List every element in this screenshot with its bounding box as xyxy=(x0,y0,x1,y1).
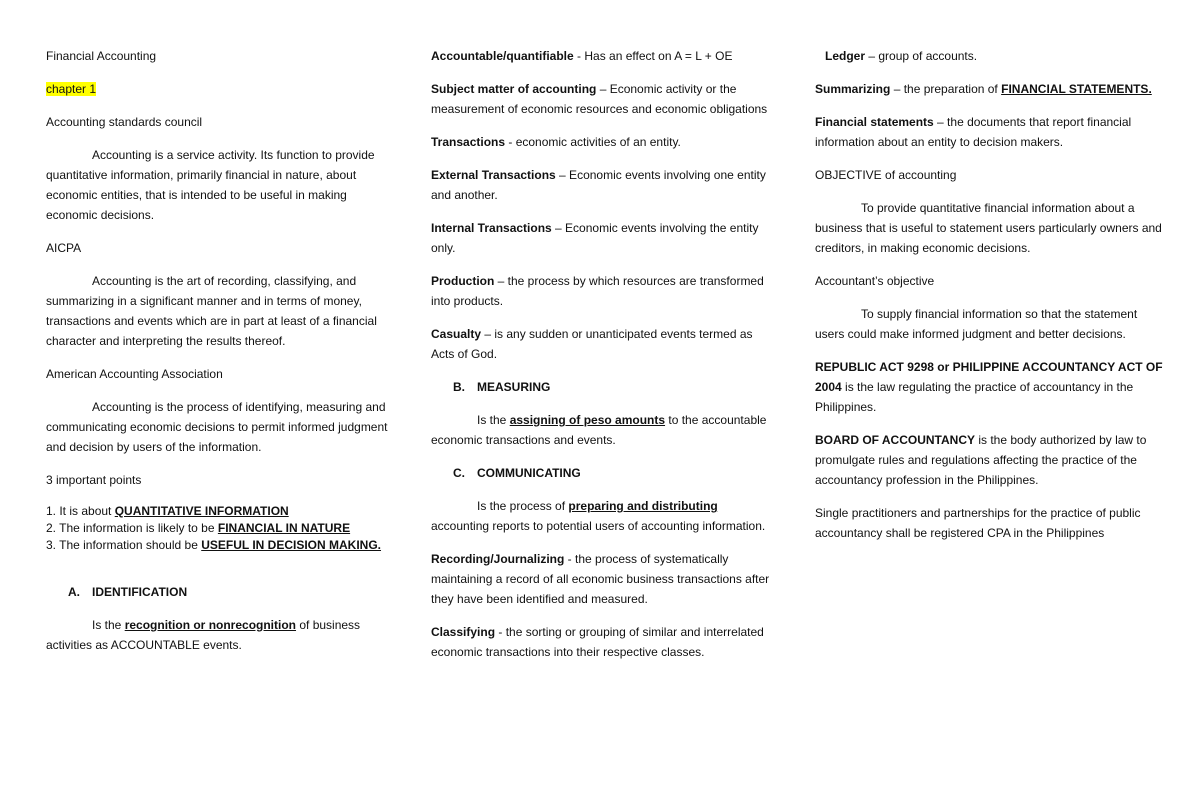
section-a-title: IDENTIFICATION xyxy=(92,585,188,599)
classifying-entry xyxy=(431,622,776,662)
objective-heading: OBJECTIVE of accounting xyxy=(815,168,957,182)
aicpa-definition: Accounting is the art of recording, classifying, and summarizing in a significant manner and in terms of money, transactions and events which are in part at least of a financial character and interpreting the results thereof. xyxy=(46,274,377,348)
ledger-definition: – group of accounts. xyxy=(865,49,978,63)
board-of-accountancy-entry xyxy=(815,430,1165,490)
accountant-objective-heading: Accountant’s objective xyxy=(815,274,935,288)
column-3 xyxy=(815,46,1165,543)
section-b-heading xyxy=(431,377,776,397)
points-list xyxy=(46,503,396,554)
section-c-text-pre: Is the process of xyxy=(477,499,569,513)
aicpa-heading: AICPA xyxy=(46,241,82,255)
production-entry xyxy=(431,271,776,311)
financial-statements-term: Financial statements xyxy=(815,115,934,129)
recording-definition: - the process of systematically maintaining a record of all economic business transactions after they have been identified and measured. xyxy=(431,552,770,606)
transactions-term: Transactions xyxy=(431,135,506,149)
summarizing-emphasis: FINANCIAL STATEMENTS. xyxy=(1001,82,1152,96)
subject-matter-entry xyxy=(431,79,776,119)
accountant-objective-definition: To supply financial information so that the statement users could make informed judgment and better decisions. xyxy=(815,307,1138,341)
section-a-number: A. xyxy=(68,585,80,599)
accountable-term: Accountable/quantifiable xyxy=(431,49,574,63)
casualty-definition: – is any sudden or unanticipated events termed as Acts of God. xyxy=(431,327,753,361)
board-of-accountancy-term: BOARD OF ACCOUNTANCY xyxy=(815,433,975,447)
point-2-text: 2. The information is likely to be xyxy=(46,521,218,535)
section-a-definition xyxy=(46,615,396,655)
objective-definition: To provide quantitative financial information about a business that is useful to statement users particularly owners and creditors, in making economic decisions. xyxy=(815,201,1162,255)
chapter-highlight: chapter 1 xyxy=(46,82,97,96)
section-c-definition xyxy=(431,496,776,536)
casualty-entry xyxy=(431,324,776,364)
section-c-emphasis: preparing and distributing xyxy=(568,499,718,513)
point-3-text: 3. The information should be xyxy=(46,538,202,552)
internal-transactions-term: Internal Transactions xyxy=(431,221,552,235)
column-1 xyxy=(46,46,396,655)
accountable-entry xyxy=(431,46,776,66)
section-c-text-post: accounting reports to potential users of accounting information. xyxy=(431,519,766,533)
internal-transactions-entry xyxy=(431,218,776,258)
section-b-emphasis: assigning of peso amounts xyxy=(509,413,666,427)
asc-definition: Accounting is a service activity. Its function to provide quantitative information, primarily financial in nature, about economic entities, that is intended to be useful in making economic decisions. xyxy=(46,148,375,222)
point-1 xyxy=(46,503,396,520)
section-c-title: COMMUNICATING xyxy=(477,466,581,480)
summarizing-text: – the preparation of xyxy=(890,82,1002,96)
aaa-definition: Accounting is the process of identifying, measuring and communicating economic decisions to permit informed judgment and decision by users of the information. xyxy=(46,400,388,454)
transactions-entry xyxy=(431,132,776,152)
section-c-heading xyxy=(431,463,776,483)
aaa-heading: American Accounting Association xyxy=(46,367,223,381)
point-3-emphasis: USEFUL IN DECISION MAKING. xyxy=(201,538,382,552)
republic-act-entry xyxy=(815,357,1165,417)
subject-matter-definition: – Economic activity or the measurement of economic resources and economic obligations xyxy=(431,82,768,116)
casualty-term: Casualty xyxy=(431,327,482,341)
republic-act-term: REPUBLIC ACT 9298 or PHILIPPINE ACCOUNTANCY ACT OF 2004 xyxy=(815,360,1163,394)
section-b-definition xyxy=(431,410,776,450)
board-of-accountancy-definition: is the body authorized by law to promulgate rules and regulations affecting the practice of the accountancy profession in the Philippines. xyxy=(815,433,1147,487)
external-transactions-entry xyxy=(431,165,776,205)
section-a-text-pre: Is the xyxy=(92,618,125,632)
section-a-text-post: of business activities as ACCOUNTABLE events. xyxy=(46,618,361,652)
recording-entry xyxy=(431,549,776,609)
republic-act-definition: is the law regulating the practice of accountancy in the Philippines. xyxy=(815,380,1134,414)
point-2-emphasis: FINANCIAL IN NATURE xyxy=(217,521,351,535)
transactions-definition: - economic activities of an entity. xyxy=(505,135,681,149)
ledger-term: Ledger xyxy=(825,49,866,63)
summarizing-entry xyxy=(815,79,1165,99)
financial-statements-entry xyxy=(815,112,1165,152)
classifying-term: Classifying xyxy=(431,625,496,639)
section-a-emphasis: recognition or nonrecognition xyxy=(124,618,297,632)
section-b-text-post: to the accountable economic transactions and events. xyxy=(431,413,767,447)
section-b-text-pre: Is the xyxy=(477,413,510,427)
point-3 xyxy=(46,537,396,554)
asc-heading: Accounting standards council xyxy=(46,115,203,129)
points-heading: 3 important points xyxy=(46,473,142,487)
production-term: Production xyxy=(431,274,495,288)
external-transactions-definition: – Economic events involving one entity and another. xyxy=(431,168,766,202)
section-a-heading xyxy=(46,582,396,602)
column-2 xyxy=(431,46,776,662)
summarizing-term: Summarizing xyxy=(815,82,891,96)
internal-transactions-definition: – Economic events involving the entity only. xyxy=(431,221,759,255)
single-practitioners-text: Single practitioners and partnerships for the practice of public accountancy shall be registered CPA in the Philippines xyxy=(815,506,1141,540)
accountable-definition: - Has an effect on A = L + OE xyxy=(573,49,733,63)
recording-term: Recording/Journalizing xyxy=(431,552,565,566)
section-b-number: B. xyxy=(453,380,465,394)
external-transactions-term: External Transactions xyxy=(431,168,556,182)
financial-statements-definition: – the documents that report financial information about an entity to decision makers. xyxy=(815,115,1132,149)
section-b-title: MEASURING xyxy=(477,380,551,394)
point-1-text: 1. It is about xyxy=(46,504,115,518)
subject-matter-term: Subject matter of accounting xyxy=(431,82,597,96)
chapter-label xyxy=(46,79,396,99)
production-definition: – the process by which resources are transformed into products. xyxy=(431,274,764,308)
classifying-definition: - the sorting or grouping of similar and interrelated economic transactions into their respective classes. xyxy=(431,625,764,659)
point-1-emphasis: QUANTITATIVE INFORMATION xyxy=(114,504,289,518)
section-c-number: C. xyxy=(453,466,465,480)
ledger-entry xyxy=(815,46,1165,66)
document-title: Financial Accounting xyxy=(46,49,157,63)
point-2 xyxy=(46,520,396,537)
